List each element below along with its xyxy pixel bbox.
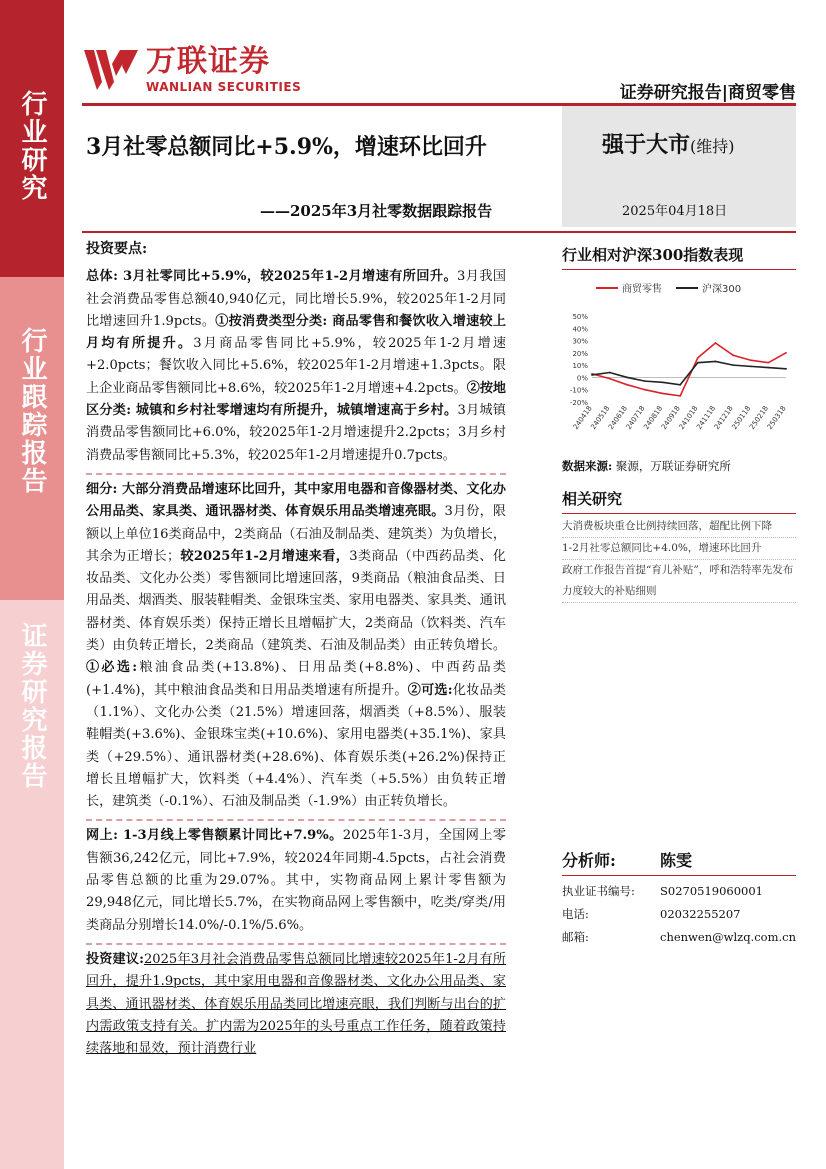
paragraph-text: 3月份，限额以上单位16类商品中，2类商品（石油及制品类、建筑类）为负增长，其余为正增长；	[86, 504, 506, 564]
sidebar-section-industry	[0, 0, 64, 277]
company-logo	[82, 44, 301, 96]
phone-number: 02032255207	[660, 907, 741, 921]
paragraph-text: 3月城镇消费品零售额同比+6.0%，较2025年1-2月增速提升2.2pcts；3月乡村消费品零售额同比+5.3%，较2025年1-2月增速提升0.7pcts。	[86, 403, 506, 463]
paragraph-lead-text: 网上: 1-3月线上零售额累计同比+7.9%。	[86, 828, 343, 844]
sidebar-section-securities	[0, 600, 64, 1169]
y-tick-label: 40%	[572, 325, 588, 334]
data-point	[785, 352, 787, 354]
section-heading: 投资要点:	[86, 241, 148, 257]
paragraph-investment-advice	[86, 949, 506, 1060]
x-tick-label: 250318	[765, 404, 788, 432]
data-point	[679, 395, 681, 397]
certificate-number: S0270519060001	[660, 884, 763, 898]
email-label: 邮箱:	[562, 930, 589, 944]
paragraph-lead-text: ①按消费类型分类: 商品零售和餐饮收入增速较上月均有所提升。	[86, 313, 506, 352]
certificate-label: 执业证书编号:	[562, 884, 635, 898]
title-divider	[82, 231, 796, 233]
data-point	[626, 384, 628, 386]
data-point	[732, 354, 734, 356]
paragraph-text: 粮油食品类(+13.8%)、日用品类(+8.8%)、中西药品类(+1.4%)，其中粮油食品类和日用品类增速有所提升。	[86, 660, 506, 698]
phone-label: 电话:	[562, 907, 589, 921]
data-point	[644, 389, 646, 391]
y-tick-label: 50%	[572, 313, 588, 321]
paragraph-breakdown	[86, 479, 506, 821]
x-tick-label: 250118	[730, 404, 753, 432]
y-tick-label: -20%	[569, 399, 588, 407]
analyst-info	[562, 848, 796, 949]
paragraph-lead-text: 较2025年1-2月增速来看，	[180, 548, 350, 564]
related-research-item[interactable]: 大消费板块重仓比例持续回落，超配比例下降	[562, 516, 796, 538]
chart-heading: 行业相对沪深300指数表现	[562, 238, 796, 270]
data-point	[715, 342, 717, 344]
x-tick-label: 250218	[748, 404, 771, 432]
wanlian-logo-icon	[82, 44, 140, 96]
paragraph-text: 化妆品类（1.1%）、文化办公类（21.5%）增速回落，烟酒类（+8.5%）、服装鞋帽类(+3.6%)、金银珠宝类(+10.6%)、家用电器类(+35.1%)、家具类（+29.5%）、通讯器材类(+28.6%)、体育娱乐类(+26.2%)保持正增长且增幅扩大，饮料类（+4.4%）、汽车类（+5.5%）由负转正增长，建筑类（-0.1%）、石油及制品类（-1.9%）由正转负增长。	[86, 682, 507, 810]
related-research-item[interactable]: 1-2月社零总额同比+4.0%，增速环比回升	[562, 538, 796, 560]
data-source	[562, 458, 796, 474]
related-research-item[interactable]: 政府工作报告首提“育儿补贴”，呼和浩特率先发布力度较大的补贴细则	[562, 560, 796, 603]
industry-rating	[602, 128, 735, 159]
x-tick-label: 240518	[589, 404, 612, 432]
data-point	[750, 359, 752, 361]
page-subtitle: ——2025年3月社零数据跟踪报告	[260, 202, 493, 220]
data-point	[662, 393, 664, 395]
rating-label: 强于大市	[602, 132, 691, 158]
legend-label: 沪深300	[702, 284, 742, 295]
paragraph-overall	[86, 266, 506, 475]
analyst-label: 分析师:	[562, 851, 616, 870]
performance-chart	[562, 276, 796, 450]
analyst-name: 陈雯	[660, 851, 693, 870]
data-point	[626, 377, 628, 379]
legend-label: 商贸零售	[622, 284, 662, 295]
y-tick-label: 0%	[576, 374, 588, 383]
paragraph-lead-text: 总体: 3月社零同比+5.9%，较2025年1-2月增速有所回升。	[86, 269, 457, 285]
data-point	[679, 384, 681, 386]
page-title: 3月社零总额同比+5.9%，增速环比回升	[86, 134, 487, 160]
logo-english-name: WANLIAN SECURITIES	[146, 80, 302, 94]
sidebar	[0, 0, 64, 1169]
report-type: 证券研究报告|商贸零售	[619, 83, 796, 103]
related-research-heading: 相关研究	[562, 482, 796, 514]
data-point	[697, 362, 699, 364]
data-source-label: 数据来源:	[562, 459, 613, 473]
data-point	[732, 364, 734, 366]
y-tick-label: -10%	[569, 386, 588, 395]
y-tick-label: 10%	[572, 362, 588, 371]
x-tick-label: 241118	[695, 404, 718, 432]
email-address[interactable]: chenwen@wlzq.com.cn	[660, 930, 796, 944]
series-line	[592, 361, 786, 384]
data-point	[767, 362, 769, 364]
y-tick-label: 30%	[572, 337, 588, 346]
data-point	[644, 380, 646, 382]
paragraph-text: 2025年1-3月，全国网上零售额36,242亿元，同比+7.9%，较2024年同期-4.5pcts，占社会消费品零售总额的比重为29.07%。其中，实物商品网上累计零售额为29,948亿元，同比增长5.7%，在实物商品网上零售额中，吃类/穿类/用类商品分别增长14.0%/-0.1%/5.6%。	[86, 828, 506, 933]
rating-box	[562, 106, 796, 227]
data-source-text: 聚源，万联证券研究所	[615, 459, 731, 473]
x-tick-label: 240718	[624, 404, 647, 432]
series-line	[592, 343, 786, 396]
paragraph-text: 3月商品零售同比+5.9%，较2025年1-2月增速+2.0pcts；餐饮收入同比+5.6%，较2025年1-2月增速+1.3pcts。限上企业商品零售额同比+8.6%，较2025年1-2月增速+4.2pcts。	[86, 336, 507, 396]
data-point	[662, 381, 664, 383]
paragraph-lead-text: ②可选:	[407, 682, 453, 698]
x-tick-label: 240418	[571, 404, 594, 432]
paragraph-text: 3类商品（中西药品类、化妆品类、文化办公类）零售额同比增速回落，9类商品（粮油食品类、日用品类、烟酒类、服装鞋帽类、金银珠宝类、家用电器类、家具类、通讯器材类、体育娱乐类）保持正增长且增幅扩大，2类商品（饮料类、汽车类）由负转正增长，2类商品（建筑类、石油及制品类）由正转负增长。	[86, 548, 506, 654]
paragraph-text: 3月我国社会消费品零售总额40,940亿元，同比增长5.9%，较2025年1-2月同比增速回升1.9pcts。	[86, 269, 506, 329]
x-tick-label: 241018	[677, 404, 700, 432]
x-tick-label: 241218	[712, 404, 735, 432]
paragraph-text: 2025年3月社会消费品零售总额同比增速较2025年1-2月有所回升，提升1.9pcts，其中家用电器和音像器材类、文化办公用品类、家具类、通讯器材类、体育娱乐用品类同比增速亮眼，我们判断与出台的扩内需政策支持有关。扩内需为2025年的头号重点工作任务，随着政策持续落地和显效，预计消费行业	[86, 951, 506, 1057]
sidebar-label-tracking-report: 行业跟踪报告	[17, 327, 47, 495]
data-point	[785, 368, 787, 370]
data-point	[697, 357, 699, 359]
data-point	[609, 372, 611, 374]
paragraph-lead-text: ①必选:	[86, 660, 138, 676]
paragraph-online	[86, 825, 506, 944]
logo-chinese-name: 万联证券	[146, 44, 270, 79]
sidebar-label-securities-report: 证券研究报告	[17, 622, 47, 790]
paragraph-lead-text: ②按地区分类: 城镇和乡村社零增速均有所提升，城镇增速高于乡村。	[86, 380, 507, 419]
x-tick-label: 240818	[642, 404, 665, 432]
data-point	[767, 367, 769, 369]
data-point	[609, 378, 611, 380]
related-research-list	[562, 516, 796, 603]
data-point	[715, 361, 717, 363]
x-tick-label: 240618	[607, 404, 629, 432]
right-column	[562, 238, 796, 603]
paragraph-lead-text: 细分: 大部分消费品增速环比回升，其中家用电器和音像器材类、文化办公用品类、家具类、通讯器材类、体育娱乐用品类增速亮眼。	[86, 481, 506, 520]
x-tick-label: 240918	[659, 404, 682, 432]
sidebar-label-industry-research: 行业研究	[17, 90, 47, 202]
data-point	[750, 365, 752, 367]
performance-chart-svg	[562, 276, 796, 446]
y-tick-label: 20%	[572, 349, 588, 358]
report-date: 2025年04月18日	[622, 204, 728, 219]
investment-highlights	[86, 238, 506, 1060]
rating-note: (维持)	[690, 137, 735, 156]
paragraph-lead-text: 投资建议:	[86, 951, 144, 967]
sidebar-section-tracking	[0, 277, 64, 600]
data-point	[591, 374, 593, 376]
